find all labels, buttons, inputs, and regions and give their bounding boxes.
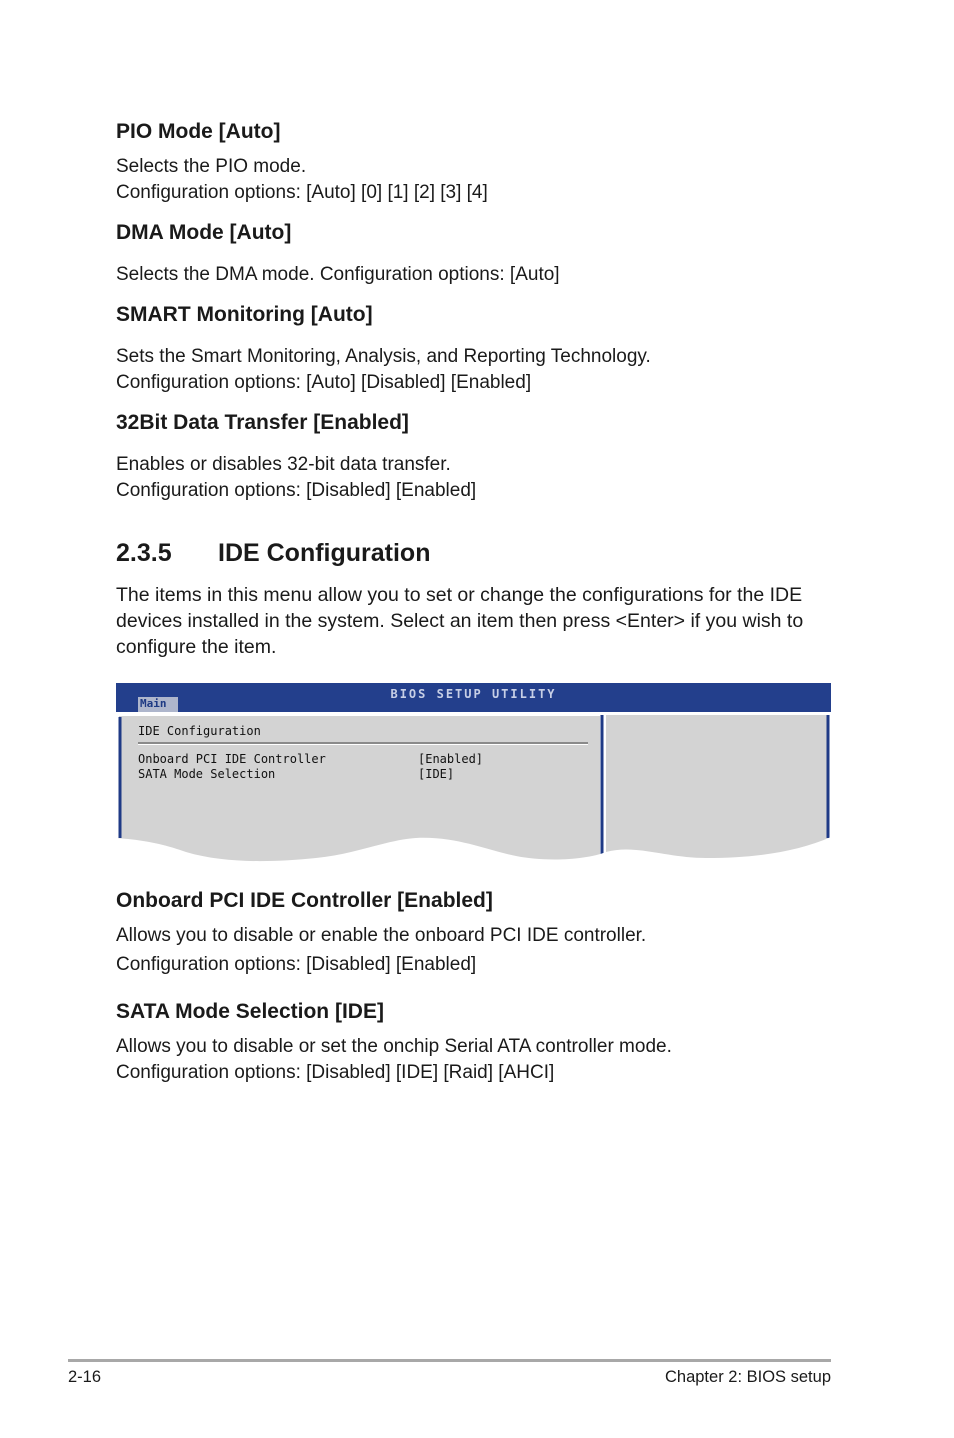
bios-row-label[interactable]: SATA Mode Selection: [138, 767, 276, 781]
sata-mode-desc: Allows you to disable or set the onchip Serial ATA controller mode.: [116, 1036, 672, 1057]
page-number: 2-16: [68, 1368, 102, 1386]
bios-screenshot: [116, 683, 831, 868]
smart-monitoring-desc: Sets the Smart Monitoring, Analysis, and Reporting Technology.: [116, 346, 651, 367]
bios-title: BIOS SETUP UTILITY: [390, 687, 557, 701]
smart-monitoring-options: Configuration options: [Auto] [Disabled] [Enabled]: [116, 372, 532, 393]
data-transfer-heading: 32Bit Data Transfer [Enabled]: [116, 411, 409, 434]
bios-row-value[interactable]: [IDE]: [418, 767, 455, 781]
section-intro: The items in this menu allow you to set or change the configurations for the IDE devices installed in the system. Select an item then press <Enter> if you wish to configure the item.: [116, 584, 804, 658]
onboard-pci-ide-options: Configuration options: [Disabled] [Enabled]: [116, 954, 477, 975]
chapter-label: Chapter 2: BIOS setup: [664, 1368, 831, 1386]
bios-separator: [138, 742, 588, 745]
section-title: IDE Configuration: [218, 539, 431, 567]
onboard-pci-ide-desc: Allows you to disable or enable the onboard PCI IDE controller.: [116, 925, 647, 946]
bios-row-label[interactable]: Onboard PCI IDE Controller: [138, 752, 326, 766]
smart-monitoring-heading: SMART Monitoring [Auto]: [116, 303, 373, 326]
data-transfer-options: Configuration options: [Disabled] [Enabled]: [116, 480, 477, 501]
dma-mode-desc: Selects the DMA mode. Configuration options: [Auto]: [116, 264, 560, 285]
bios-panel-title: IDE Configuration: [138, 724, 261, 738]
data-transfer-desc: Enables or disables 32-bit data transfer.: [116, 454, 451, 475]
sata-mode-heading: SATA Mode Selection [IDE]: [116, 1000, 384, 1023]
pio-mode-options: Configuration options: [Auto] [0] [1] [2] [3] [4]: [116, 182, 488, 203]
bios-header-bar: [116, 683, 831, 712]
pio-mode-desc: Selects the PIO mode.: [116, 156, 307, 177]
footer-rule: [68, 1359, 831, 1362]
sata-mode-options: Configuration options: [Disabled] [IDE] [Raid] [AHCI]: [116, 1062, 555, 1083]
pio-mode-heading: PIO Mode [Auto]: [116, 120, 281, 143]
section-heading: [116, 539, 430, 568]
bios-body: [116, 712, 831, 868]
section-number: 2.3.5: [116, 539, 172, 567]
bios-tab-label: Main: [140, 697, 167, 710]
onboard-pci-ide-heading: Onboard PCI IDE Controller [Enabled]: [116, 889, 493, 912]
dma-mode-heading: DMA Mode [Auto]: [116, 221, 292, 244]
bios-row-value[interactable]: [Enabled]: [418, 752, 484, 766]
